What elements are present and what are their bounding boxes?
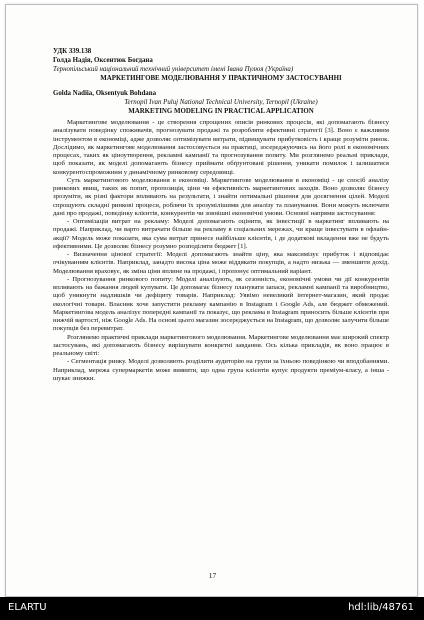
affiliation-en: Ternopil Ivan Puluj National Technical University, Ternopil (Ukraine) <box>124 99 318 106</box>
page-number: 17 <box>208 571 217 580</box>
udc-code: УДК 339.138 <box>53 48 92 55</box>
authors-en: Golda Nadiia, Oksentyuk Bohdana <box>53 90 157 97</box>
affiliation-ua: Тернопільський національний технічний університет імені Івана Пулюя (Україна) <box>53 66 294 73</box>
repository-footer-bar <box>0 597 424 620</box>
handle-id[interactable]: hdl:lib/48761 <box>348 602 414 613</box>
title-ua: МАРКЕТИНГОВЕ МОДЕЛЮВАННЯ У ПРАКТИЧНОМУ ЗАСТОСУВАННІ <box>100 75 342 82</box>
paragraph: Суть маркетингового моделювання в економіці. Маркетингове моделювання в економіці - це спосіб аналізу ринкових явищ, таких як попит, пропозиція, ціни чи ефективність маркетингових заходів. Воно дозволяє бізнесу зрозуміти, як різні фактори впливають на результати, і знайти оптимальні рішення для досягнення цілей. Моделі спрощують складні ринкові процеси, роблячи їх зрозумілішими для аналізу та планування. Вони можуть включати дані про продажі, поведінку клієнтів, конкурентів чи зовнішні економічні умови. Основні напрями застосування: <box>53 176 389 217</box>
paragraph: Розглянемо практичні приклади маркетингового моделювання. Маркетингове моделювання має широкий спектр застосувань, які допомагають бізнесу вирішувати конкретні завдання. Ось кілька прикладів, як воно працює в реальному світі: <box>53 333 389 357</box>
paragraph: Маркетингове моделювання - це створення спрощених описів ринкових процесів, які допомагають бізнесу аналізувати поведінку споживачів, прогнозувати продажі та розробляти ефективні стратегії [3]. Воно є важливим інструментом в економіці, адже дозволяє оптимізувати витрати, підвищувати прибутковість і краще розуміти ринок. Дослідимо, як маркетингове моделювання застосовується на практиці, зосереджуючись на його ролі в економічних процесах, таких як ціноутворення, рекламні кампанії та прогнозування попиту. Ми розглянемо реальні приклади, щоб показати, як моделі допомагають бізнесу приймати обґрунтовані рішення, уникати помилок і залишатися конкурентоспроможним у динамічному ринковому середовищі. <box>53 119 389 176</box>
paragraph: - Сегментація ринку. Моделі дозволяють розділити аудиторію на групи за їхньою поведінкою чи вподобаннями. Наприклад, мережа супермаркетів може виявити, що одна група клієнтів купує продукти преміум-класу, а інша - шукає знижки. <box>53 358 389 382</box>
paragraph: - Прогнозування ринкового попиту: Моделі аналізують, як сезонність, економічні умови чи дії конкурентів впливають на бажання людей купувати. Це допомагає бізнесу планувати запаси, рекламні кампанії та виробництво, щоб уникнути надлишків чи дефіциту товарів. Наприклад: Уявімо невеликий інтернет-магазин, який продає екологічні товари. Власник хоче запустити рекламу кампанію в Instagram і Google Ads, але бюджет обмежений. Маркетингова модель аналізує попередні кампанії та показує, що реклама в Instagram приносить більше клієнтів при нижчій вартості, ніж Google Ads. На основі цього магазин зосереджується на Instagram, що дозволяє залучити більше покупців без перевитрат. <box>53 275 389 333</box>
paragraph: - Визначення цінової стратегії: Моделі допомагають знайти ціну, яка максимізує прибуток і відповідає очікуванням клієнтів. Наприклад, занадто висока ціна може віддякати покупців, а надто низька — зменшити дохід. Моделювання враховує, як зміна ціни вплине на продажі, і пропонує оптимальний варіант. <box>53 251 389 275</box>
document-page <box>5 4 418 597</box>
repository-name[interactable]: ELARTU <box>8 602 47 613</box>
authors-ua: Голда Надія, Оксентюк Богдана <box>53 57 153 64</box>
article-body <box>53 119 389 383</box>
paragraph: - Оптимізація витрат на рекламу: Моделі допомагають оцінити, як інвестиції в маркетинг впливають на продажі. Наприклад, чи варто витрачати більше на рекламу в соціальних мережах, чи краще інвестувати в офлайн-акції? Модель може показати, яка сума витрат принесе найбільше клієнтів, і де додаткові вкладення вже не будуть ефективними. Це дозволяє бізнесу розумно розподіляти бюджет [1]. <box>53 218 389 250</box>
title-en: MARKETING MODELING IN PRACTICAL APPLICATION <box>128 108 314 115</box>
page-content <box>53 47 389 383</box>
